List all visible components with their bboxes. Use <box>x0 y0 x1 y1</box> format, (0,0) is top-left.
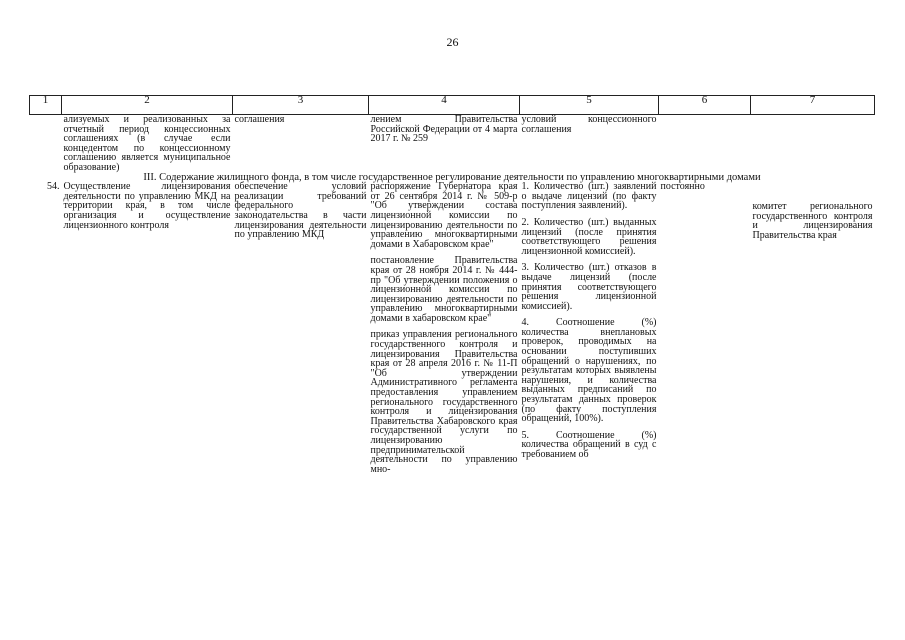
section-title: III. Содержание жилищного фонда, в том числе государственное регулирование деятельности по управлению многоквартирными домами <box>143 171 761 183</box>
table-cell <box>751 115 875 173</box>
header-cell: 5 <box>520 96 659 115</box>
frequency-cell: постоянно <box>660 181 705 193</box>
indicator-item: 3. Количество (шт.) отказов в выдаче лицензий (после принятия соответствующего решения лицензионной комиссией). <box>521 262 657 312</box>
table-cell <box>659 115 751 173</box>
header-cell: 3 <box>233 96 369 115</box>
continuation-docs-cell: лением Правительства Российской Федерации от 4 марта 2017 г. № 259 <box>370 114 518 145</box>
table-header-row <box>30 96 875 115</box>
row-number: 54. <box>47 181 60 193</box>
indicator-item: 2. Количество (шт.) выданных лицензий (после принятия соответствующего решения лицензионной комиссией). <box>521 216 657 257</box>
continuation-name-cell: ализуемых и реализованных за отчетный период концессионных соглашениях (в случае если концедентом по концессионному соглашению является муниципальное образование) <box>63 114 231 173</box>
activity-name-cell: Осуществление лицензирования деятельности по управлению МКД на территории края, в том числе организация и осуществление лицензионного контроля <box>63 181 231 231</box>
continuation-row <box>30 115 875 173</box>
continuation-indicator-cell: условий концессионного соглашения <box>521 114 657 135</box>
continuation-goal-cell: соглашения <box>234 114 285 125</box>
indicator-item: 5. Соотношение (%) количества обращений в суд с требованием об <box>521 429 657 460</box>
table-row <box>30 182 875 474</box>
header-cell: 2 <box>62 96 233 115</box>
document-table <box>29 95 875 474</box>
activity-goal-cell: обеспечение условий реализации требований федерального законодательства в части лицензирования деятельности по управлению МКД <box>234 181 367 241</box>
header-cell: 4 <box>369 96 520 115</box>
legal-doc-item: приказ управления регионального государственного контроля и лицензирования Правительства края от 28 апреля 2016 г. № 11-П "Об утверждении Административного регламента предоставления управлением регионального государственного контроля и лицензирования Правительства Хабаровского края государственной услуги по лицензированию предпринимательской деятельности по управлению мно- <box>370 329 518 475</box>
page-number: 26 <box>446 35 459 49</box>
indicator-item: 1. Количество (шт.) заявлений о выдаче лицензий (по факту поступления заявлений). <box>521 181 657 212</box>
responsible-cell: комитет регионального государственного контроля и лицензирования Правительства края <box>752 201 873 241</box>
header-cell: 6 <box>659 96 751 115</box>
header-cell: 7 <box>751 96 875 115</box>
legal-doc-item: постановление Правительства края от 28 ноября 2014 г. № 444-пр "Об утверждении положения о лицензионной комиссии по лицензированию деятельности по управлению многоквартирными домами в хабаровском крае" <box>370 255 518 324</box>
legal-docs-cell <box>369 182 520 474</box>
header-cell: 1 <box>30 96 62 115</box>
legal-doc-item: распоряжение Губернатора края от 26 сентября 2014 г. № 509-р "Об утверждении состава лицензионной комиссии по лицензированию деятельности по управлению многоквартирными домами в Хабаровском крае" <box>370 181 518 250</box>
indicator-item: 4. Соотношение (%) количества внеплановых проверок, проводимых на основании поступивших обращений о нарушениях, по результатам которых выявлены нарушения, и количества выданных предписаний по результатам данных проверок (по факту поступления обращений, 100%). <box>521 317 657 425</box>
table-cell <box>30 115 62 173</box>
indicators-cell <box>520 182 659 474</box>
